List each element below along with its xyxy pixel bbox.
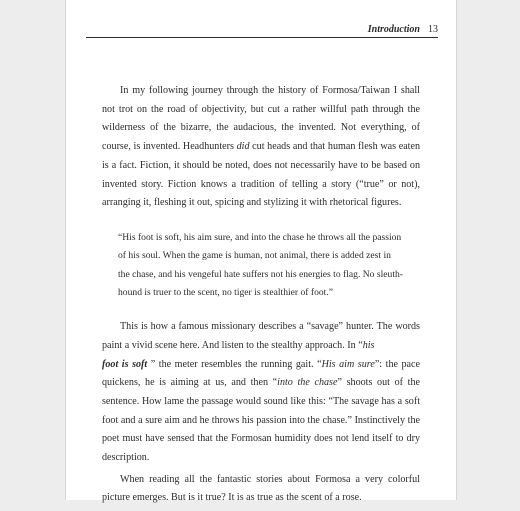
text-span: This is how a famous missionary describes a “savage” hunter. The words paint a vivid scene here. And listen to the stealthy approach. In “ [102,321,420,351]
text-span: ” shoots out of the sentence. How lame the passage would sound like this: “The savage has a soft foot and a sure aim and he throws his passion into the chase.” Instinctively the poet must have sensed that the Formosan humidity does not lend itself to dry description. [102,377,420,464]
emphasis-foot-is-soft: foot is soft [102,358,148,370]
block-quote: “His foot is soft, his aim sure, and into the chase he throws all the passion of his soul. When the game is human, not animal, there is added zest in the chase, and his vengeful hate suffers not his energies to flag. No sleuth-hound is truer to the scent, no tiger is stealthier of foot.” [118,231,403,298]
page-number: 13 [428,24,438,35]
chapter-title: Introduction [367,24,420,35]
text-span: ”: the pace quickens, he is aiming at us, and then “ [102,358,420,389]
emphasis-into-the-chase: into the chase [277,377,338,389]
book-page [65,0,457,504]
emphasis-his-aim-sure: His aim sure [321,358,375,370]
text-span: In my following journey through the history of Formosa/Taiwan I shall not trot on the road of objectivity, but cut a rather willful path through the wilderness of the bizarre, the audacious, the invented. Not everything, of course, is invented. Headhunters [102,85,420,153]
text-span: ” the meter resembles the running gait. “ [147,358,322,370]
paragraph-1 [102,82,420,213]
emphasis-his: his [362,339,375,351]
emphasis-did: did [236,141,250,153]
paragraph-3: When reading all the fantastic stories about Formosa a very colorful picture emerges. But is it true? It is as true as the scent of a rose. [102,473,420,504]
body-text [102,82,420,511]
paragraph-2 [102,318,420,468]
running-header [368,24,438,35]
header-rule [86,37,438,38]
text-span: cut heads and that human flesh was eaten is a fact. Fiction, it should be noted, does not necessarily have to be based on invented story. Fiction knows a tradition of telling a story (“true” or not), arranging it, fleshing it out, spicing and stylizing it with rhetorical figures. [102,141,421,209]
